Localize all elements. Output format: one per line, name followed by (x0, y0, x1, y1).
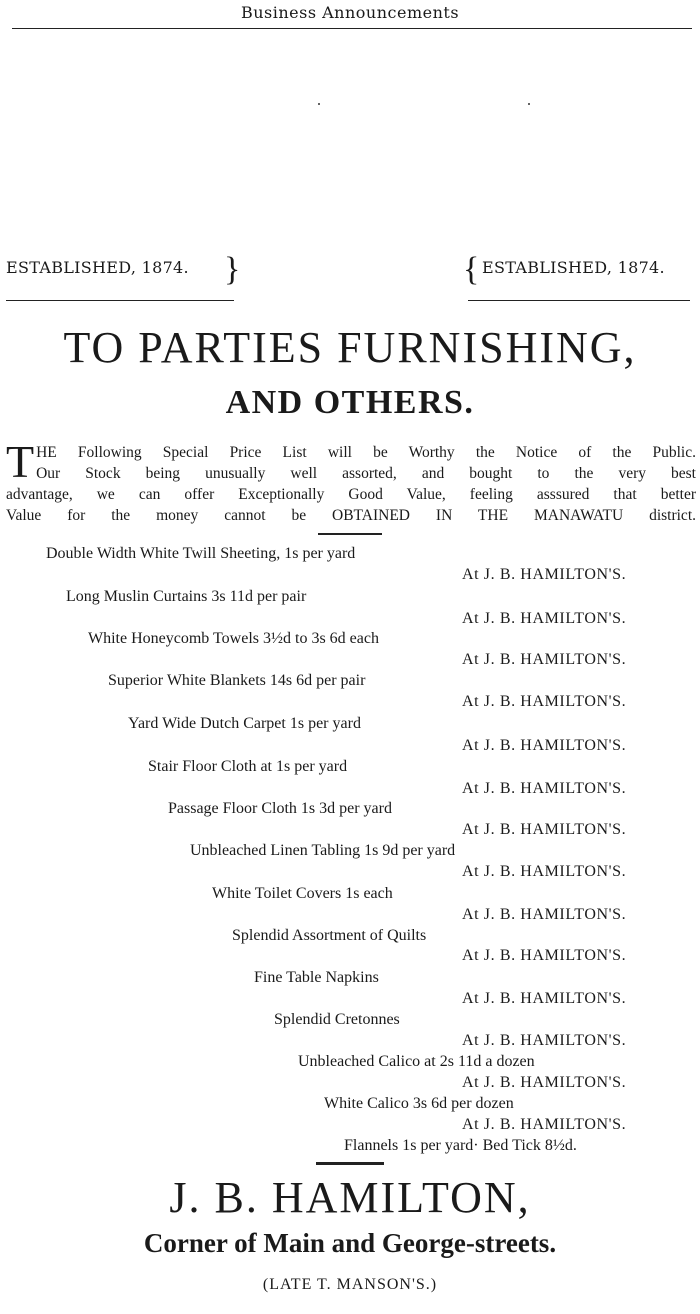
price-item: Fine Table Napkins (254, 969, 379, 986)
header-rule (12, 28, 692, 29)
signature-late-note: (LATE T. MANSON'S.) (262, 1276, 438, 1293)
price-item: Splendid Assortment of Quilts (232, 927, 427, 944)
price-item: Unbleached Calico at 2s 11d a dozen (298, 1053, 535, 1070)
vendor-label: At J. B. HAMILTON'S. (462, 906, 627, 923)
vendor-label: At J. B. HAMILTON'S. (462, 1074, 627, 1091)
vendor-label: At J. B. HAMILTON'S. (462, 780, 627, 797)
price-item: Yard Wide Dutch Carpet 1s per yard (128, 715, 361, 732)
vendor-label: At J. B. HAMILTON'S. (462, 651, 627, 668)
signature-name: J. B. HAMILTON, (169, 1173, 531, 1222)
signature-address: Corner of Main and George-streets. (143, 1228, 557, 1258)
vendor-label: At J. B. HAMILTON'S. (462, 863, 627, 880)
intro-dropcap: T (6, 436, 35, 487)
intro-line-2: Our Stock being unusually well assorted, and bought to the very best (36, 465, 696, 482)
price-item: Superior White Blankets 14s 6d per pair (108, 672, 366, 689)
established-rule-left (6, 300, 234, 301)
intro-line-3: advantage, we can offer Exceptionally Good Value, feeling asssured that better (6, 486, 696, 503)
price-item: Double Width White Twill Sheeting, 1s per yard (46, 545, 356, 562)
divider-short-bottom (316, 1162, 384, 1165)
vendor-label: At J. B. HAMILTON'S. (462, 693, 627, 710)
price-item: Long Muslin Curtains 3s 11d per pair (66, 588, 307, 605)
price-item: White Calico 3s 6d per dozen (324, 1095, 514, 1112)
vendor-label: At J. B. HAMILTON'S. (462, 737, 627, 754)
section-header: Business Announcements (240, 3, 460, 22)
price-item: White Toilet Covers 1s each (212, 885, 393, 902)
established-right: ESTABLISHED, 1874. (482, 258, 665, 277)
established-left: ESTABLISHED, 1874. (6, 258, 189, 277)
divider-short (318, 533, 382, 535)
headline-main: TO PARTIES FURNISHING, (63, 323, 637, 372)
headline-sub: AND OTHERS. (225, 384, 475, 421)
intro-line-4: Value for the money cannot be OBTAINED IN THE MANAWATU district. (6, 507, 696, 524)
price-item: Unbleached Linen Tabling 1s 9d per yard (190, 842, 456, 859)
intro-line-1: HE Following Special Price List will be Worthy the Notice of the Public. (36, 444, 696, 461)
vendor-label: At J. B. HAMILTON'S. (462, 1116, 627, 1133)
vendor-label: At J. B. HAMILTON'S. (462, 821, 627, 838)
price-item: Passage Floor Cloth 1s 3d per yard (168, 800, 392, 817)
price-item: Splendid Cretonnes (274, 1011, 400, 1028)
brace-right: { (463, 251, 480, 288)
vendor-label: At J. B. HAMILTON'S. (462, 566, 627, 583)
established-rule-right (468, 300, 690, 301)
vendor-label: At J. B. HAMILTON'S. (462, 947, 627, 964)
price-item: Stair Floor Cloth at 1s per yard (148, 758, 348, 775)
intro-paragraph (6, 436, 696, 526)
brace-left: } (224, 251, 241, 288)
speck (528, 103, 530, 105)
vendor-label: At J. B. HAMILTON'S. (462, 990, 627, 1007)
price-item-last: Flannels 1s per yard· Bed Tick 8½d. (344, 1137, 577, 1154)
price-item: White Honeycomb Towels 3½d to 3s 6d each (88, 630, 379, 647)
speck (318, 103, 320, 105)
vendor-label: At J. B. HAMILTON'S. (462, 1032, 627, 1049)
vendor-label: At J. B. HAMILTON'S. (462, 610, 627, 627)
